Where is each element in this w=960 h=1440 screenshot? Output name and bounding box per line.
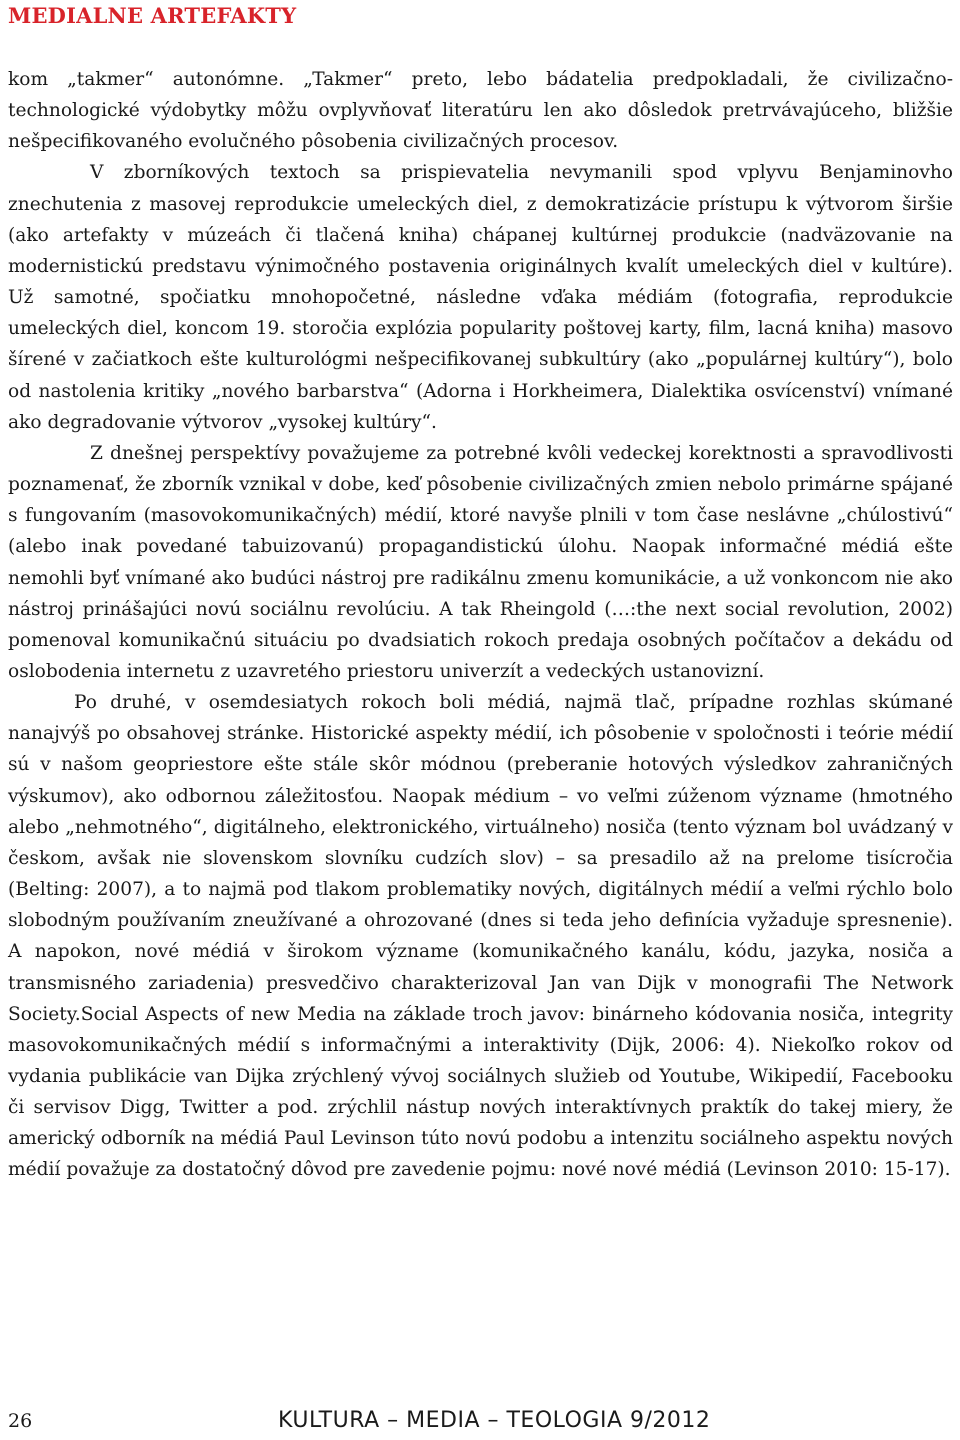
paragraph: Z dnešnej perspektívy považujeme za potrebné kvôli vedeckej korektnosti a spravodlivosti poznamenať, že zborník vznikal v dobe, keď pôsobenie civilizačných zmien nebolo primárne spájané s fungovaním (masovokomunikačných) médií, ktoré navyše plnili v tom čase neslávne „chúlostivú“ (alebo inak povedané tabuizovanú) propagandistickú úlohu. Naopak informačné médiá ešte nemohli byť vnímané ako budúci nástroj pre radikálnu zmenu komunikácie, a už vonkoncom nie ako nástroj prinášajúci novú sociálnu revolúciu. A tak Rheingold (…:the next social revolution, 2002) pomenoval komunikačnú situáciu po dvadsiatich rokoch predaja osobných počítačov a dekádu od oslobodenia internetu z uzavretého priestoru univerzít a vedeckých ustanovizní. bbox=[8, 442, 953, 682]
page-number: 26 bbox=[8, 1410, 33, 1432]
paragraph-continuation: kom „takmer“ autonómne. „Takmer“ preto, lebo bádatelia predpokladali, že civilizačno-technologické výdobytky môžu ovplyvňovať literatúru len ako dôsledok pretrvávajúceho, bližšie nešpecifikovaného evolučného pôsobenia civilizačných procesov. bbox=[8, 69, 953, 153]
page-footer bbox=[8, 1408, 952, 1438]
paragraph: Po druhé, v osemdesiatych rokoch boli médiá, najmä tlač, prípadne rozhlas skúmané nanajvýš po obsahovej stránke. Historické aspekty médií, ich pôsobenie v spoločnosti i teórie médií sú v našom geopriestore ešte stále skôr módnou (preberanie hotových výsledkov zahraničných výskumov), ako odbornou záležitosťou. Naopak médium – vo veľmi zúženom význame (hmotného alebo „nehmotného“, digitálneho, elektronického, virtuálneho) nosiča (tento význam bol uvádzaný v českom, avšak nie slovenskom slovníku cudzích slov) – sa presadilo až na prelome tisícročia (Belting: 2007), a to najmä pod tlakom problematiky nových, digitálnych médií a veľmi rýchlo bolo slobodným používaním zneužívané a ohrozované (dnes si teda jeho definícia vyžaduje spresnenie). A napokon, nové médiá v širokom význame (komunikačného kanálu, kódu, jazyka, nosiča a transmisného zariadenia) presvedčivo charakterizoval Jan van Dijk v monografii The Network Society.Social Aspects of new Media na základe troch javov: binárneho kódovania nosiča, integrity masovokomunikačných médií s informačnými a interaktivity (Dijk, 2006: 4). Niekoľko rokov od vydania publikácie van Dijka zrýchlený vývoj sociálnych služieb od Youtube, Wikipedií, Facebooku či servisov Digg, Twitter a pod. zrýchlil nástup nových interaktívnych praktík do takej miery, že americký odborník na médiá Paul Levinson túto novú podobu a intenzitu sociálneho aspektu nových médií považuje za dostatočný dôvod pre zavedenie pojmu: nové nové médiá (Levinson 2010: 15-17). bbox=[8, 692, 953, 1181]
article-body bbox=[8, 64, 953, 1186]
journal-title: KULTURA – MEDIA – TEOLOGIA 9/2012 bbox=[278, 1408, 711, 1433]
paragraph: V zborníkových textoch sa prispievatelia nevymanili spod vplyvu Benjaminovho znechutenia z masovej reprodukcie umeleckých diel, z demokratizácie prístupu k výtvorom širšie (ako artefakty v múzeách či tlačená kniha) chápanej kultúrnej produkcie (nadväzovanie na modernistickú predstavu výnimočného postavenia originálnych kvalít umeleckých diel v kultúre). Už samotné, spočiatku mnohopočetné, následne vďaka médiám (fotografia, reprodukcie umeleckých diel, koncom 19. storočia explózia popularity poštovej karty, film, lacná kniha) masovo šírené v začiatkoch ešte kulturológmi nešpecifikovanej subkultúry (ako „populárnej kultúry“), bolo od nastolenia kritiky „nového barbarstva“ (Adorna i Horkheimera, Dialektika osvícenství) vnímané ako degradovanie výtvorov „vysokej kultúry“. bbox=[8, 162, 953, 433]
running-head: MEDIALNE ARTEFAKTY bbox=[8, 3, 297, 28]
